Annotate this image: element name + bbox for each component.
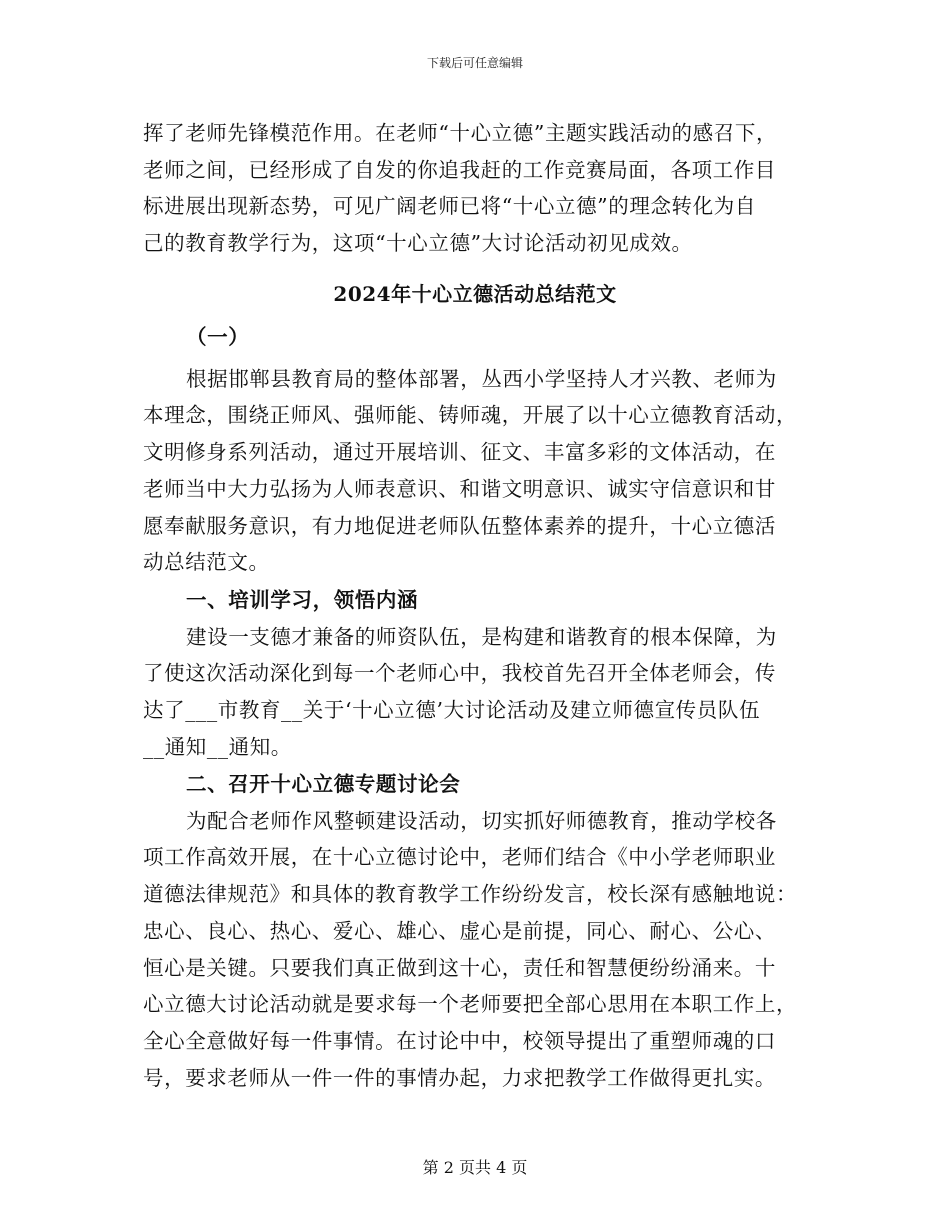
paragraph-line: 愿奉献服务意识，有力地促进老师队伍整体素养的提升，十心立德活 — [143, 514, 776, 538]
paragraph-line: 忠心、良心、热心、爱心、雄心、虚心是前提，同心、耐心、公心、 — [143, 919, 776, 943]
paragraph-line: 为配合老师作风整顿建设活动，切实抓好师德教育，推动学校各 — [186, 809, 777, 833]
paragraph-line: __通知__通知。 — [143, 735, 292, 759]
paragraph-line: 根据邯郸县教育局的整体部署，丛西小学坚持人才兴教、老师为 — [186, 367, 777, 391]
paragraph-line: 建设一支德才兼备的师资队伍，是构建和谐教育的根本保障，为 — [186, 625, 777, 649]
paragraph-line: 号，要求老师从一件一件的事情办起，力求把教学工作做得更扎实。 — [143, 1066, 776, 1090]
document-title: 2024年十心立德活动总结范文 — [333, 282, 617, 306]
part-label: （一） — [186, 325, 250, 349]
page-header-note: 下载后可任意编辑 — [426, 56, 523, 70]
intro-line: 老师之间，已经形成了自发的你追我赶的工作竞赛局面，各项工作目 — [143, 158, 776, 182]
paragraph-line: 达了___市教育__关于‘十心立德’大讨论活动及建立师德宣传员队伍 — [143, 698, 761, 722]
section-heading-1: 一、培训学习，领悟内涵 — [186, 588, 419, 612]
paragraph-line: 项工作高效开展，在十心立德讨论中，老师们结合《中小学老师职业 — [143, 845, 776, 869]
section-heading-2: 二、召开十心立德专题讨论会 — [186, 772, 461, 796]
intro-line: 己的教育教学行为，这项“十心立德”大讨论活动初见成效。 — [143, 231, 693, 255]
paragraph-line: 恒心是关键。只要我们真正做到这十心，责任和智慧便纷纷涌来。十 — [143, 956, 776, 980]
paragraph-line: 老师当中大力弘扬为人师表意识、和谐文明意识、诚实守信意识和甘 — [143, 477, 776, 501]
paragraph-line: 全心全意做好每一件事情。在讨论中中，校领导提出了重塑师魂的口 — [143, 1029, 776, 1053]
intro-line: 挥了老师先锋模范作用。在老师“十心立德”主题实践活动的感召下， — [143, 121, 778, 145]
paragraph-line: 道德法律规范》和具体的教育教学工作纷纷发言，校长深有感触地说： — [143, 882, 798, 906]
intro-line: 标进展出现新态势，可见广阔老师已将“十心立德”的理念转化为自 — [143, 194, 756, 218]
paragraph-line: 心立德大讨论活动就是要求每一个老师要把全部心思用在本职工作上， — [143, 992, 798, 1016]
paragraph-line: 文明修身系列活动，通过开展培训、征文、丰富多彩的文体活动，在 — [143, 440, 776, 464]
paragraph-line: 了使这次活动深化到每一个老师心中，我校首先召开全体老师会，传 — [143, 661, 776, 685]
paragraph-line: 动总结范文。 — [143, 550, 270, 574]
page-number-footer: 第 2 页共 4 页 — [422, 1158, 528, 1177]
paragraph-line: 本理念，围绕正师风、强师能、铸师魂，开展了以十心立德教育活动， — [143, 403, 798, 427]
